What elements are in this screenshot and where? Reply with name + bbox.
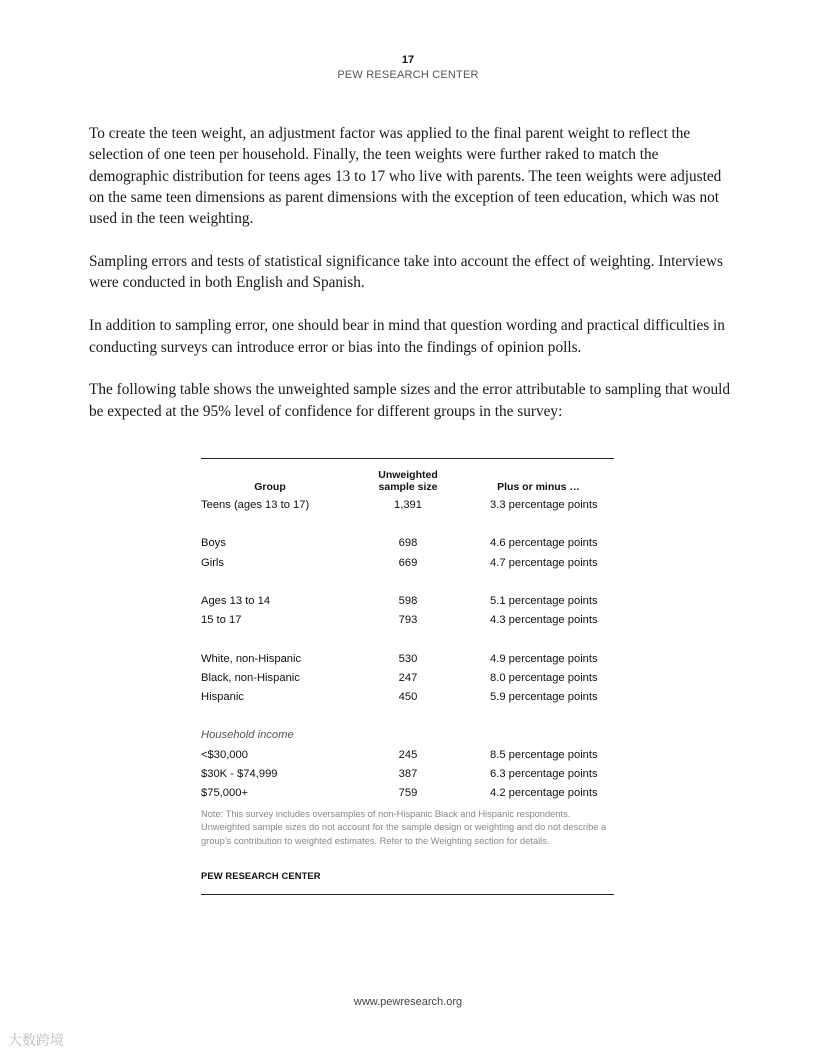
header-sample-size-line1: Unweighted	[378, 469, 438, 481]
sample-size-table	[201, 458, 614, 803]
header-sample-size	[339, 459, 477, 496]
cell-sample-size: 245	[398, 748, 418, 761]
cell-plus-minus: 3.3 percentage points	[490, 499, 598, 511]
header-sample-size-line2: sample size	[378, 481, 438, 493]
cell-sample-size: 759	[398, 786, 418, 799]
cell-group: White, non-Hispanic	[201, 652, 302, 665]
page-number: 17	[401, 54, 415, 66]
cell-group: Hispanic	[201, 690, 244, 703]
cell-sample-size: 1,391	[394, 499, 422, 511]
cell-group: Ages 13 to 14	[201, 594, 271, 607]
cell-group: <$30,000	[201, 748, 248, 761]
table-spacer	[201, 573, 614, 592]
header-plus-minus: Plus or minus …	[497, 481, 580, 493]
table-spacer	[201, 630, 614, 649]
table-header-row	[201, 459, 614, 496]
paragraph: In addition to sampling error, one should bear in mind that question wording and practical difficulties in conducting surveys can introduce error or bias into the findings of opinion polls.	[89, 317, 725, 356]
cell-group: $75,000+	[201, 786, 248, 799]
table-row	[201, 650, 614, 669]
cell-sample-size: 669	[398, 556, 418, 569]
cell-plus-minus: 5.1 percentage points	[490, 594, 598, 607]
cell-sample-size: 247	[398, 671, 418, 684]
cell-plus-minus: 4.3 percentage points	[490, 614, 598, 627]
paragraph: The following table shows the unweighted sample sizes and the error attributable to sampling that would be expected at the 95% level of confidence for different groups in the survey:	[89, 381, 731, 420]
cell-sample-size: 698	[398, 537, 418, 550]
cell-sample-size: 387	[398, 767, 418, 780]
cell-group: Teens (ages 13 to 17)	[201, 499, 310, 511]
cell-plus-minus: 4.6 percentage points	[490, 537, 598, 550]
cell-group: 15 to 17	[201, 614, 242, 627]
table-spacer	[201, 707, 614, 726]
header-group: Group	[254, 481, 286, 493]
cell-plus-minus: 8.0 percentage points	[490, 671, 598, 684]
cell-sample-size: 530	[398, 652, 418, 665]
table-section-row	[201, 726, 614, 745]
table-bottom-rule	[201, 894, 614, 895]
cell-plus-minus: 4.7 percentage points	[490, 556, 598, 569]
body-text	[89, 123, 734, 444]
table-row	[201, 534, 614, 553]
cell-plus-minus: 5.9 percentage points	[490, 690, 598, 703]
watermark: 大数跨境	[8, 1032, 64, 1048]
cell-plus-minus: 4.9 percentage points	[490, 652, 598, 665]
cell-plus-minus: 8.5 percentage points	[490, 748, 598, 761]
table-row	[201, 765, 614, 784]
table-row	[201, 592, 614, 611]
cell-group: Boys	[201, 537, 226, 550]
header-org: PEW RESEARCH CENTER	[337, 69, 479, 81]
table-row	[201, 554, 614, 573]
table-note: Note: This survey includes oversamples of non-Hispanic Black and Hispanic respondents. Unweighted sample sizes do not account for the sample design or weighting and do not describe a group’s contribution to weighted estimates. Refer to the Weighting section for details.	[201, 809, 607, 846]
paragraph: To create the teen weight, an adjustment factor was applied to the final parent weight to reflect the selection of one teen per household. Finally, the teen weights were further raked to match the demographic distribution for teens ages 13 to 17 who live with parents. The teen weights were adjusted on the same teen dimensions as parent dimensions with the exception of teen education, which was not used in the teen weighting.	[89, 125, 722, 228]
cell-sample-size: 793	[398, 614, 418, 627]
table-spacer	[201, 515, 614, 534]
cell-sample-size: 450	[398, 690, 418, 703]
table-row	[201, 611, 614, 630]
table-row	[201, 746, 614, 765]
cell-group: Black, non-Hispanic	[201, 671, 300, 684]
cell-group: $30K - $74,999	[201, 767, 278, 780]
table-row	[201, 669, 614, 688]
page-header	[0, 53, 816, 82]
cell-sample-size: 598	[398, 594, 418, 607]
table-row	[201, 688, 614, 707]
table-row	[201, 496, 614, 515]
table-row	[201, 784, 614, 803]
section-label-household-income: Household income	[201, 729, 294, 742]
cell-group: Girls	[201, 556, 224, 569]
cell-plus-minus: 4.2 percentage points	[490, 786, 598, 799]
footer-url: www.pewresearch.org	[353, 996, 463, 1008]
paragraph: Sampling errors and tests of statistical significance take into account the effect of weighting. Interviews were conducted in both English and Spanish.	[89, 253, 723, 292]
cell-plus-minus: 6.3 percentage points	[490, 767, 598, 780]
table-source: PEW RESEARCH CENTER	[201, 870, 321, 881]
